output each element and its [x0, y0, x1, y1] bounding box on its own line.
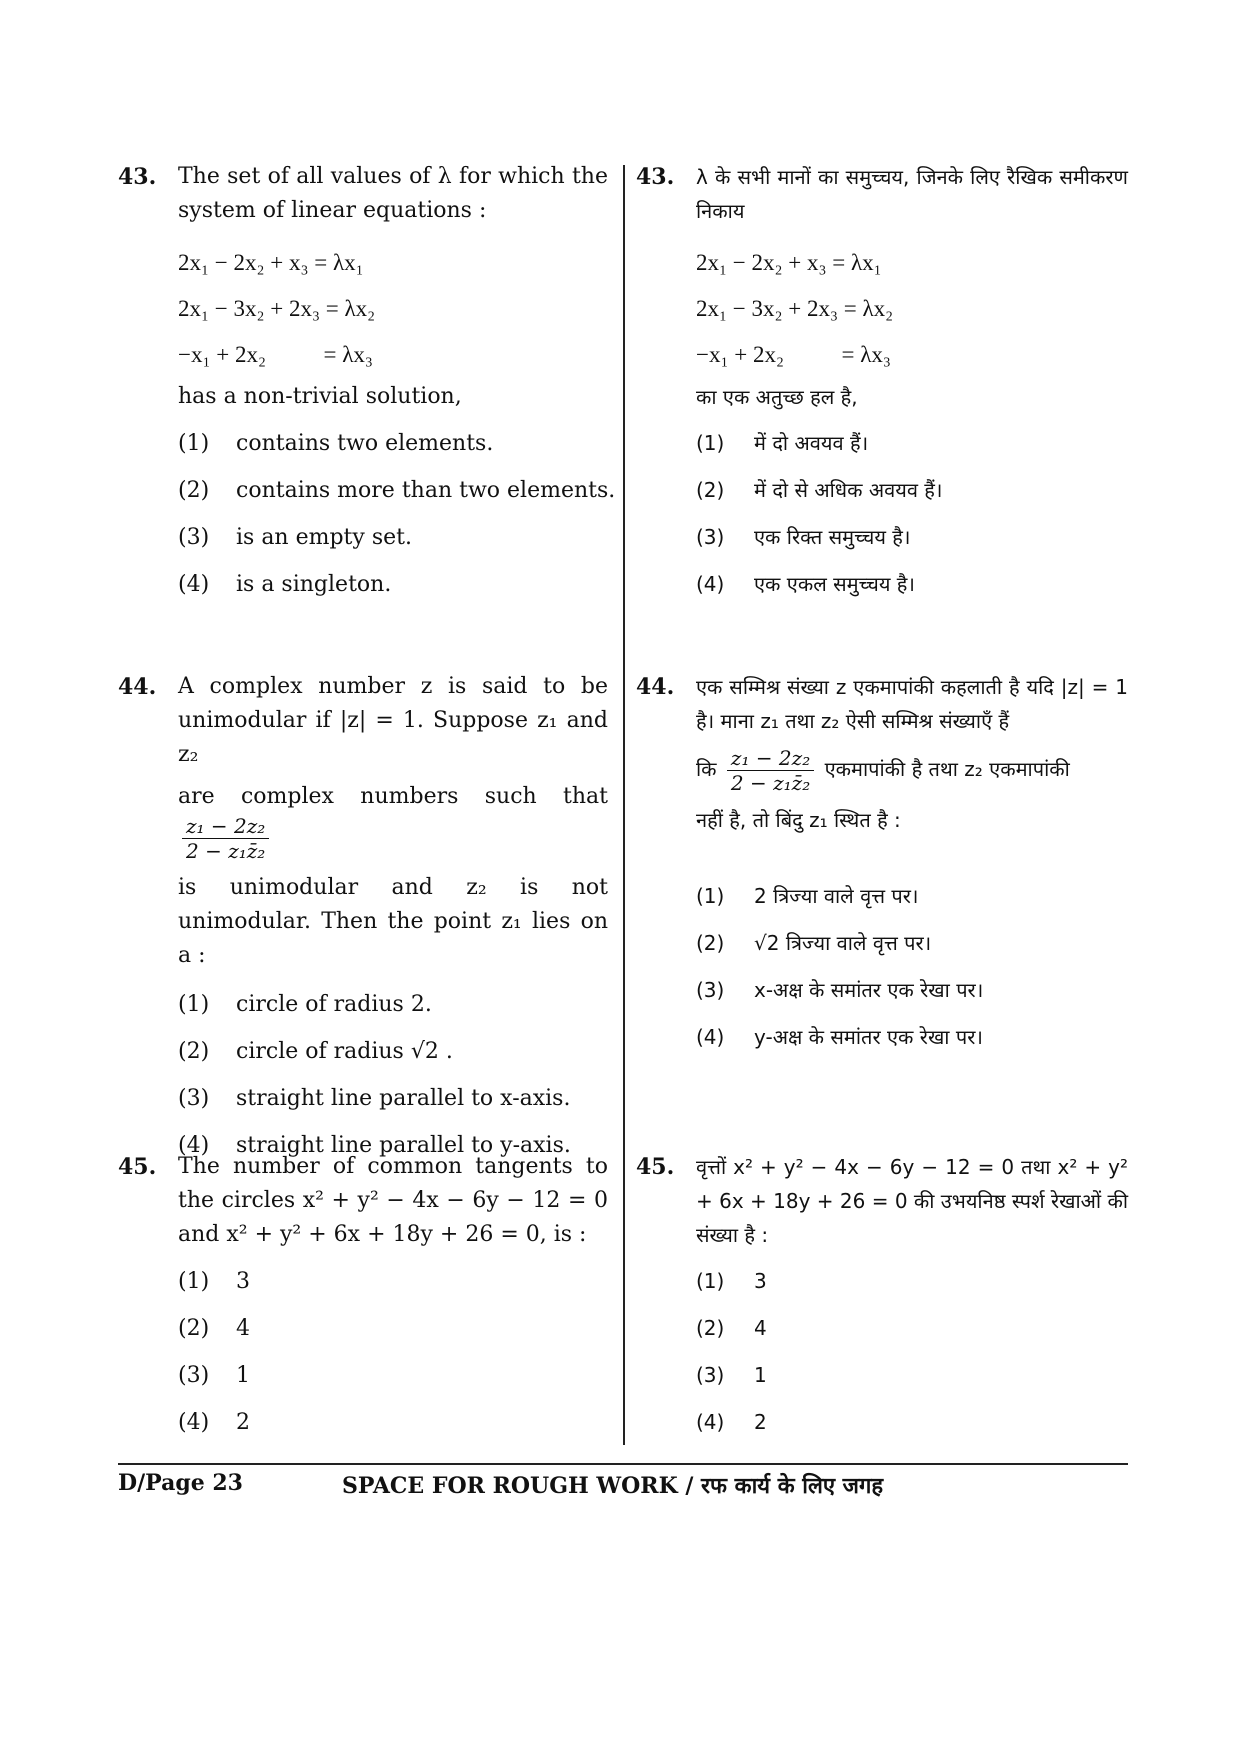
- option[interactable]: (2) √2 त्रिज्या वाले वृत्त पर।: [696, 931, 932, 955]
- option[interactable]: (1) 3: [178, 1269, 250, 1294]
- equation-line: −x₁ + 2x₂ = λx₃: [178, 342, 373, 367]
- question-number: 44.: [636, 674, 675, 700]
- question-tail: का एक अतुच्छ हल है,: [696, 385, 858, 409]
- option[interactable]: (3) is an empty set.: [178, 525, 412, 550]
- question-text: The number of common tangents to the circles x² + y² − 4x − 6y − 12 = 0 and x² + y² + 6x + 18y + 26 = 0, is :: [178, 1154, 608, 1247]
- page-label: D/Page 23: [118, 1470, 243, 1496]
- option[interactable]: (3) straight line parallel to x-axis.: [178, 1086, 571, 1111]
- equation-line: 2x₁ − 2x₂ + x₃ = λx₁: [696, 250, 882, 275]
- option[interactable]: (2) में दो से अधिक अवयव हैं।: [696, 478, 943, 502]
- equation-line: 2x₁ − 3x₂ + 2x₃ = λx₂: [178, 296, 376, 321]
- option[interactable]: (3) x-अक्ष के समांतर एक रेखा पर।: [696, 978, 984, 1002]
- option[interactable]: (4) is a singleton.: [178, 572, 392, 597]
- question-number: 45.: [118, 1154, 157, 1180]
- question-tail: has a non-trivial solution,: [178, 384, 462, 409]
- equation-line: 2x₁ − 2x₂ + x₃ = λx₁: [178, 250, 364, 275]
- question-number: 45.: [636, 1154, 675, 1180]
- option[interactable]: (4) 2: [696, 1410, 767, 1434]
- option[interactable]: (4) 2: [178, 1410, 250, 1435]
- equation-block: [178, 240, 608, 378]
- question-43-hi: [636, 160, 1128, 608]
- equation-block: [696, 240, 1128, 378]
- question-text: नहीं है, तो बिंदु z₁ स्थित है :: [696, 808, 901, 832]
- option[interactable]: (1) contains two elements.: [178, 431, 494, 456]
- question-number: 43.: [636, 164, 675, 190]
- question-text-fraction-line: are complex numbers such that $\frac{\text{z₁ − 2z₂}}{\text{2 − z₁z̄₂}}$: [178, 784, 608, 863]
- option[interactable]: (2) circle of radius √2 .: [178, 1039, 453, 1064]
- option[interactable]: (1) 2 त्रिज्या वाले वृत्त पर।: [696, 884, 919, 908]
- question-text: A complex number z is said to be unimodular if |z| = 1. Suppose z₁ and z₂: [178, 674, 608, 767]
- option[interactable]: (3) एक रिक्त समुच्चय है।: [696, 525, 911, 549]
- option[interactable]: (4) straight line parallel to y-axis.: [178, 1133, 571, 1158]
- equation-line: 2x₁ − 3x₂ + 2x₃ = λx₂: [696, 296, 894, 321]
- column-divider: [623, 165, 625, 1445]
- question-number: 43.: [118, 164, 157, 190]
- option[interactable]: (2) 4: [696, 1316, 767, 1340]
- option[interactable]: (1) circle of radius 2.: [178, 992, 432, 1017]
- option[interactable]: (1) में दो अवयव हैं।: [696, 431, 869, 455]
- option[interactable]: (3) 1: [696, 1363, 767, 1387]
- question-text: एक सम्मिश्र संख्या z एकमापांकी कहलाती है यदि |z| = 1 है। माना z₁ तथा z₂ ऐसी सम्मिश्र संख्याएँ हैं: [696, 675, 1128, 733]
- question-number: 44.: [118, 674, 157, 700]
- question-44-en: [118, 670, 608, 1169]
- question-45-hi: [636, 1150, 1128, 1446]
- question-43-en: [118, 160, 616, 608]
- option[interactable]: (3) 1: [178, 1363, 250, 1388]
- option[interactable]: (2) contains more than two elements.: [178, 478, 616, 503]
- question-text: The set of all values of λ for which the system of linear equations :: [178, 164, 608, 223]
- question-45-en: [118, 1150, 608, 1446]
- equation-line: −x₁ + 2x₂ = λx₃: [696, 342, 891, 367]
- question-44-hi: [636, 670, 1128, 1061]
- option[interactable]: (2) 4: [178, 1316, 250, 1341]
- question-text: λ के सभी मानों का समुच्चय, जिनके लिए रैखिक समीकरण निकाय: [696, 165, 1128, 223]
- question-text: वृत्तों x² + y² − 4x − 6y − 12 = 0 तथा x² + y² + 6x + 18y + 26 = 0 की उभयनिष्ठ स्पर्श रेखाओं की संख्या है :: [696, 1155, 1128, 1247]
- option[interactable]: (4) y-अक्ष के समांतर एक रेखा पर।: [696, 1025, 983, 1049]
- fraction: $\frac{\text{z₁ − 2z₂}}{\text{2 − z₁z̄₂}}$: [727, 746, 814, 795]
- footer-rule: [118, 1463, 1128, 1465]
- question-text: is unimodular and z₂ is not unimodular. Then the point z₁ lies on a :: [178, 875, 608, 968]
- option[interactable]: (1) 3: [696, 1269, 767, 1293]
- fraction: $\frac{\text{z₁ − 2z₂}}{\text{2 − z₁z̄₂}}$: [182, 814, 269, 863]
- question-text-fraction-line: कि $\frac{\text{z₁ − 2z₂}}{\text{2 − z₁z̄₂}}$ एकमापांकी है तथा z₂ एकमापांकी: [696, 746, 1070, 795]
- option[interactable]: (4) एक एकल समुच्चय है।: [696, 572, 915, 596]
- rough-work-label: SPACE FOR ROUGH WORK / रफ कार्य के लिए जगह: [342, 1473, 884, 1499]
